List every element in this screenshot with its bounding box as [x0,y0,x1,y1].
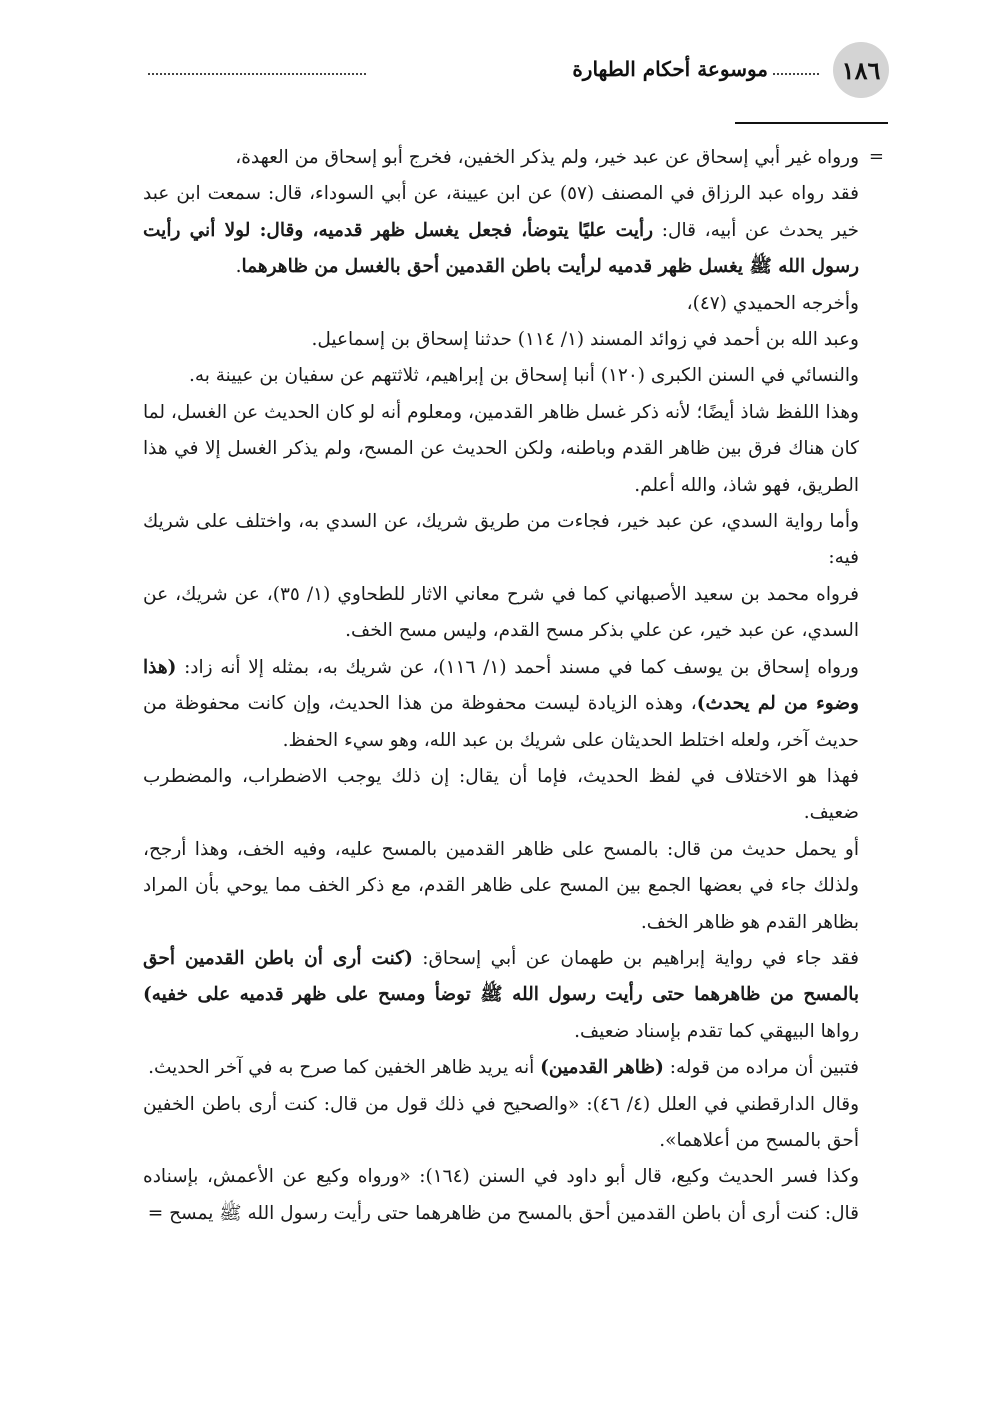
paragraph-text: أنه يريد ظاهر الخفين كما صرح به في آخر الحديث. [148,1057,541,1079]
paragraph-text: وأما رواية السدي، عن عبد خير، فجاءت من طريق شريك، عن السدي به، واختلف على شريك فيه: [143,511,859,569]
footnote-paragraph [143,176,859,285]
paragraph-text: والنسائي في السنن الكبرى (١٢٠) أنبا إسحاق بن إبراهيم، ثلاثتهم عن سفيان بن عيينة به. [188,365,859,387]
bold-quote-text: (كنت أرى أن باطن القدمين أحق بالمسح من ظاهرهما حتى رأيت رسول الله ﷺ توضأ ومسح على ظهر قدميه على خفيه) [143,947,859,1006]
paragraph-text: فرواه محمد بن سعيد الأصبهاني كما في شرح معاني الاثار للطحاوي (١/ ٣٥)، عن شريك، عن السدي، عن عبد خير، عن علي بذكر مسح القدم، وليس مسح الخف. [143,583,859,642]
header-dots-left [148,73,366,75]
footnote-separator-rule [735,122,888,124]
bold-quote-text: رأيت عليًا يتوضأ، فجعل يغسل ظهر قدميه، وقال: لولا أني رأيت رسول الله ﷺ يغسل ظهر قدميه لرأيت باطن القدمين أحق بالغسل من ظاهرهما [143,219,859,278]
paragraph-text: وقال الدارقطني في العلل (٤/ ٤٦): «والصحيح في ذلك قول من قال: كنت أرى باطن الخفين أحق بالمسح من أعلاهما». [143,1093,859,1151]
header-dots-right [773,73,819,75]
footnote-body [143,140,859,1232]
footnote-paragraph [143,832,859,941]
paragraph-text: أو يحمل حديث من قال: بالمسح على ظاهر القدمين بالمسح عليه، وفيه الخف، وهذا أرجح، ولذلك جاء في بعضها الجمع بين المسح على ظاهر القدم، مع ذكر الخف مما يوحي بأن المراد بظاهر القدم هو ظاهر الخف. [143,838,859,933]
paragraph-text: وأخرجه الحميدي (٤٧)، [686,292,859,314]
footnote-paragraph [143,286,859,322]
footnote-paragraph [143,140,859,176]
paragraph-text: وهذا اللفظ شاذ أيضًا؛ لأنه ذكر غسل ظاهر القدمين، ومعلوم أنه لو كان الحديث عن الغسل، لما كان هناك فرق بين ظاهر القدم وباطنه، ولكن الحديث عن المسح، ولم يذكر الغسل إلا في هذا الطريق، فهو شاذ، والله أعلم. [143,401,859,496]
footnote-paragraph [143,650,859,759]
paragraph-text: وعبد الله بن أحمد في زوائد المسند (١/ ١١٤) حدثنا إسحاق بن إسماعيل. [311,329,859,351]
bold-quote-text: (ظاهر القدمين) [540,1057,664,1079]
footnote-paragraph [143,504,859,577]
paragraph-text: رواها البيهقي كما تقدم بإسناد ضعيف. [574,1020,859,1042]
footnote-paragraph [143,759,859,832]
paragraph-text: وكذا فسر الحديث وكيع، قال أبو داود في السنن (١٦٤): «ورواه وكيع عن الأعمش، بإسناده قال: كنت أرى أن باطن القدمين أحق بالمسح من ظاهرهما حتى رأيت رسول الله ﷺ يمسح = [143,1166,859,1224]
paragraph-text: ورواه إسحاق بن يوسف كما في مسند أحمد (١/ ١١٦)، عن شريك به، بمثله إلا أنه زاد: [176,656,859,678]
page-number: ١٨٦ [833,42,889,98]
paragraph-text: فتبين أن مراده من قوله: [663,1057,859,1079]
running-header-title: موسوعة أحكام الطهارة [572,57,768,81]
footnote-paragraph [143,1050,859,1086]
paragraph-text: فقد جاء في رواية إبراهيم بن طهمان عن أبي إسحاق: [412,947,860,969]
footnote-paragraph [143,1087,859,1160]
footnote-paragraph [143,941,859,1050]
paragraph-text: ورواه غير أبي إسحاق عن عبد خير، ولم يذكر الخفين، فخرج أبو إسحاق من العهدة، [235,147,859,168]
footnote-paragraph [143,358,859,394]
footnote-paragraph [143,395,859,504]
footnote-paragraph [143,577,859,650]
paragraph-text: ، وهذه الزيادة ليست محفوظة من هذا الحديث، وإن كانت محفوظة من حديث آخر، ولعله اختلط الحديثان على شريك بن عبد الله، وهو سيء الحفظ. [143,693,859,751]
footnote-paragraph [143,1159,859,1232]
footnote-continuation-mark: = [868,146,884,167]
paragraph-text: فقد رواه عبد الرزاق في المصنف (٥٧) عن ابن عيينة، عن أبي السوداء، قال: سمعت ابن عبد خير يحدث عن أبيه، قال: [143,183,859,241]
paragraph-text: . [235,256,242,278]
bold-quote-text: (هذا وضوء من لم يحدث) [143,656,859,715]
paragraph-text: فهذا هو الاختلاف في لفظ الحديث، فإما أن يقال: إن ذلك يوجب الاضطراب، والمضطرب ضعيف. [143,765,859,824]
footnote-paragraph [143,322,859,358]
